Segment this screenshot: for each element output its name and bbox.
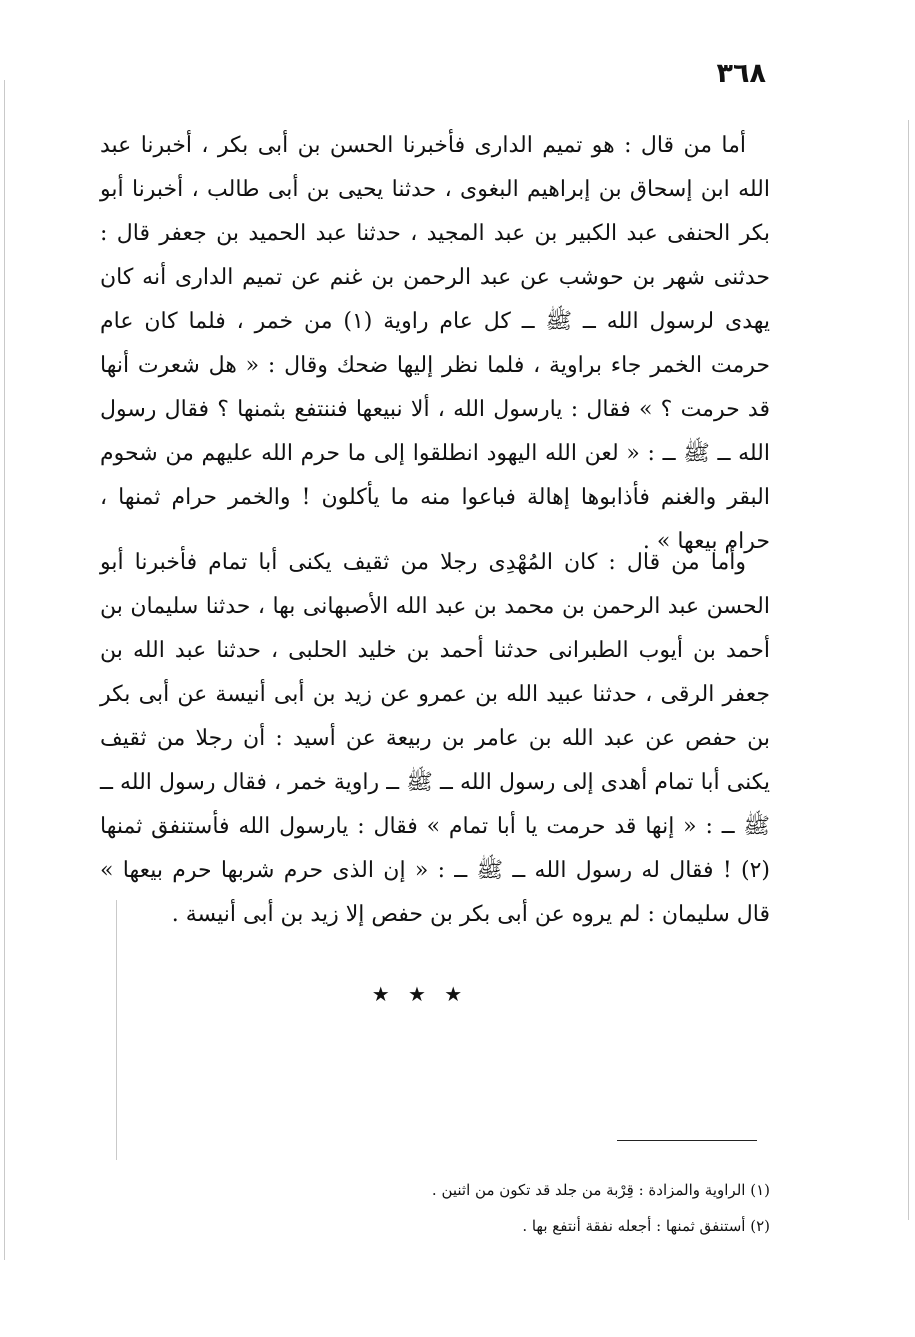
paragraph-2-text: وأما من قال : كان المُهْدِى رجلا من ثقيف يكنى أبا تمام فأخبرنا أبو الحسن عبد الرحمن بن محمد بن عبد الله الأصبهانى بها ، حدثنا سليمان بن أحمد بن أيوب الطبرانى حدثنا أحمد بن خليد الحلبى ، حدثنا عبد الله بن جعفر الرقى ، حدثنا عبيد الله بن عمرو عن زيد بن أبى أنيسة عن أبى بكر بن حفص عن عبد الله بن عامر بن ربيعة عن أسيد : أن رجلا من ثقيف يكنى أبا تمام أهدى إلى رسول الله ــ ﷺ ــ راوية خمر ، فقال رسول الله ــ ﷺ ــ : « إنها قد حرمت يا أبا تمام » فقال : يارسول الله فأستنفق ثمنها (٢) ! فقال له رسول الله ــ ﷺ ــ : « إن الذى حرم شربها حرم بيعها » قال سليمان : لم يروه عن أبى بكر بن حفص إلا زيد بن أبى أنيسة . [100,550,770,927]
footnotes [330,1172,770,1244]
paragraph-1 [100,124,770,564]
footnote-2: (٢) أستنفق ثمنها : أجعله نفقة أنتفع بها . [522,1217,770,1235]
footnote-1: (١) الراوية والمزادة : قِرْبة من جلد قد تكون من اثنين . [431,1181,770,1199]
paragraph-1-text: أما من قال : هو تميم الدارى فأخبرنا الحسن بن أبى بكر ، أخبرنا عبد الله ابن إسحاق بن إبراهيم البغوى ، حدثنا يحيى بن أبى طالب ، أخبرنا أبو بكر الحنفى عبد الكبير بن عبد المجيد ، حدثنا عبد الحميد بن جعفر قال : حدثنى شهر بن حوشب عن عبد الرحمن بن غنم عن تميم الدارى أنه كان يهدى لرسول الله ــ ﷺ ــ كل عام راوية (١) من خمر ، فلما كان عام حرمت الخمر جاء براوية ، فلما نظر إليها ضحك وقال : « هل شعرت أنها قد حرمت ؟ » فقال : يارسول الله ، ألا نبيعها فننتفع بثمنها ؟ فقال رسول الله ــ ﷺ ــ : « لعن الله اليهود انطلقوا إلى ما حرم الله عليهم من شحوم البقر والغنم فأذابوها إهالة فباعوا منه ما يأكلون ! والخمر حرام ثمنها ، حرام بيعها » . [100,133,770,554]
page-number: ٣٦٨ [716,58,766,89]
scan-artifact-line [4,80,5,1260]
paragraph-2 [100,541,770,937]
scan-artifact-line [116,900,117,1160]
section-separator: ★ ★ ★ [371,982,469,1006]
scan-artifact-line [908,120,909,1220]
footnote-divider [617,1140,757,1141]
